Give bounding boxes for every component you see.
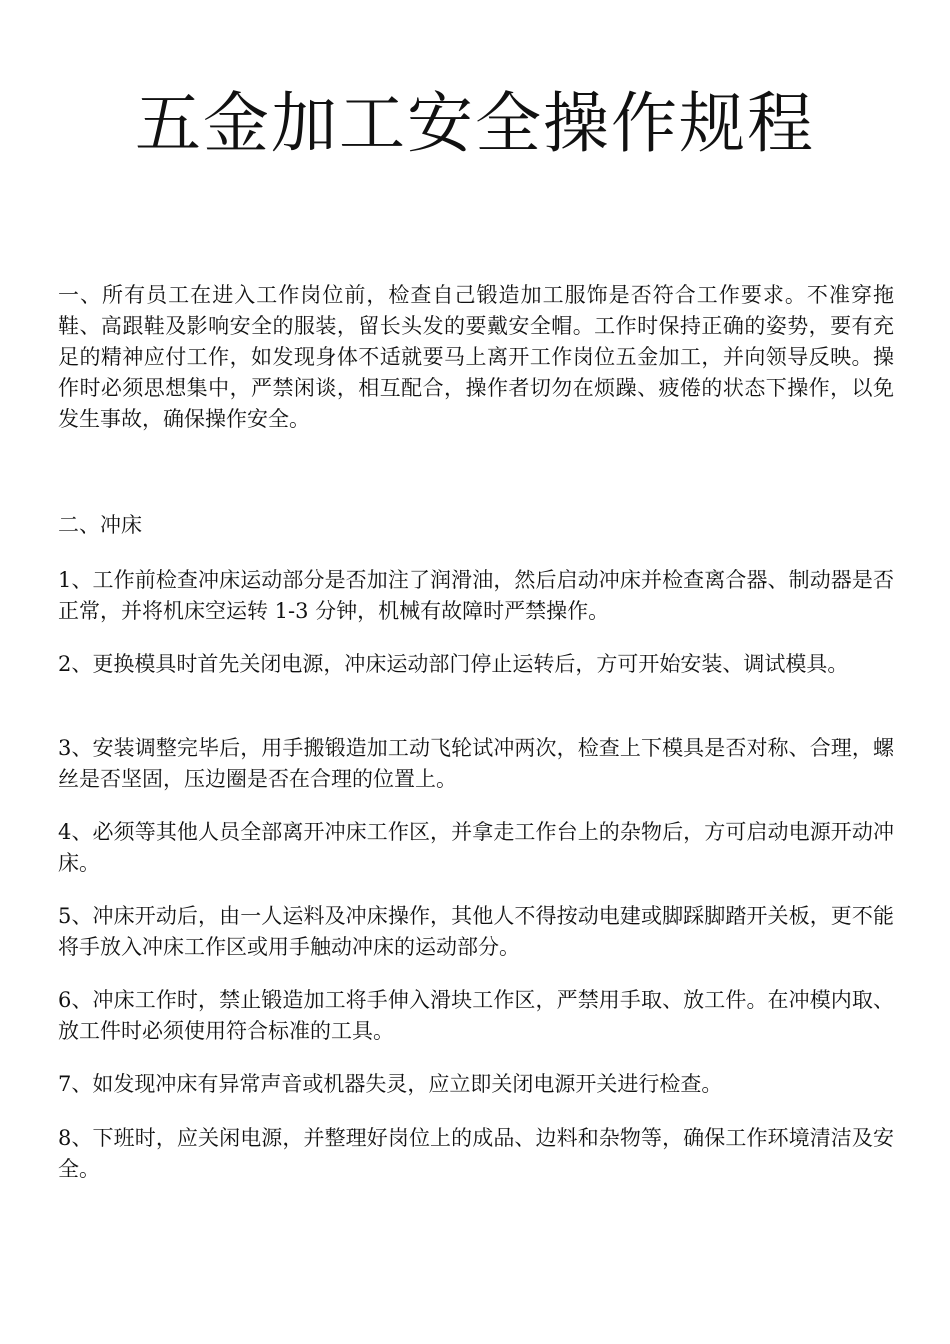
rule-item-4: 4、必须等其他人员全部离开冲床工作区，并拿走工作台上的杂物后，方可启动电源开动冲床。 bbox=[58, 820, 894, 875]
intro-paragraph: 一、所有员工在进入工作岗位前，检查自己锻造加工服饰是否符合工作要求。不准穿拖鞋、高跟鞋及影响安全的服装，留长头发的要戴安全帽。工作时保持正确的姿势，要有充足的精神应付工作，如发现身体不适就要马上离开工作岗位五金加工，并向领导反映。操作时必须思想集中，严禁闲谈，相互配合，操作者切勿在烦躁、疲倦的状态下操作，以免发生事故，确保操作安全。 bbox=[58, 283, 894, 431]
rule-item-6: 6、冲床工作时，禁止锻造加工将手伸入滑块工作区，严禁用手取、放工件。在冲模内取、放工件时必须使用符合标准的工具。 bbox=[58, 988, 894, 1043]
document-title: 五金加工安全操作规程 bbox=[135, 85, 815, 162]
rule-item-3: 3、安装调整完毕后，用手搬锻造加工动飞轮试冲两次，检查上下模具是否对称、合理，螺丝是否坚固，压边圈是否在合理的位置上。 bbox=[58, 736, 894, 791]
rule-item-5: 5、冲床开动后，由一人运料及冲床操作，其他人不得按动电建或脚踩脚踏开关板，更不能将手放入冲床工作区或用手触动冲床的运动部分。 bbox=[58, 904, 894, 959]
rule-item-1: 1、工作前检查冲床运动部分是否加注了润滑油，然后启动冲床并检查离合器、制动器是否正常，并将机床空运转 1-3 分钟，机械有故障时严禁操作。 bbox=[58, 568, 894, 623]
rule-item-2: 2、更换模具时首先关闭电源，冲床运动部门停止运转后，方可开始安装、调试模具。 bbox=[58, 652, 849, 676]
rule-item-8: 8、下班时，应关闲电源，并整理好岗位上的成品、边料和杂物等，确保工作环境清洁及安全。 bbox=[58, 1126, 894, 1181]
rule-item-7: 7、如发现冲床有异常声音或机器失灵，应立即关闭电源开关进行检查。 bbox=[58, 1072, 723, 1096]
section-heading-punch-press: 二、冲床 bbox=[58, 513, 142, 537]
